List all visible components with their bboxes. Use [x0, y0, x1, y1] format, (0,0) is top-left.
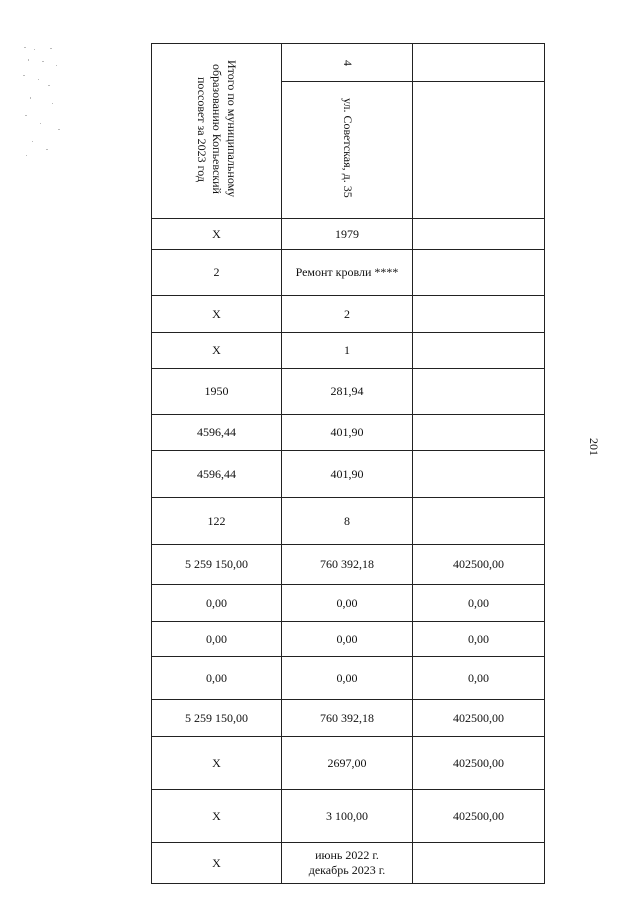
- table-cell: [413, 219, 545, 250]
- table-row: [152, 545, 545, 585]
- table-row: [152, 415, 545, 451]
- table-cell: Х: [152, 843, 282, 884]
- table-cell: 1979: [282, 219, 413, 250]
- table-row: [152, 296, 545, 333]
- header-total-label: Итого по муниципальному образованию Копьевский поссовет за 2023 год: [195, 60, 239, 198]
- header-address: ул. Советская, д. 35: [340, 98, 355, 198]
- table-cell: [413, 333, 545, 369]
- table-cell: [413, 250, 545, 296]
- table-cell: 2: [152, 250, 282, 296]
- table-cell: Х: [152, 296, 282, 333]
- table-cell: 122: [152, 498, 282, 545]
- scan-artifact: [20, 45, 65, 160]
- date-range: июнь 2022 г. декабрь 2023 г.: [308, 848, 386, 877]
- table-row: [152, 622, 545, 657]
- table-row: [152, 451, 545, 498]
- table-cell: 760 392,18: [282, 545, 413, 585]
- table-cell: Х: [152, 219, 282, 250]
- table-cell: Х: [152, 333, 282, 369]
- table-cell: 5 259 150,00: [152, 700, 282, 737]
- table-cell: Х: [152, 737, 282, 790]
- table-cell: 1950: [152, 369, 282, 415]
- table-cell: 402500,00: [413, 545, 545, 585]
- table-cell: 8: [282, 498, 413, 545]
- header-number-cell: [282, 44, 413, 82]
- table-cell: 1: [282, 333, 413, 369]
- table-cell: [413, 296, 545, 333]
- table-cell: 0,00: [152, 585, 282, 622]
- table-row: [152, 333, 545, 369]
- table-cell: 3 100,00: [282, 790, 413, 843]
- header-empty-cell: [413, 44, 545, 82]
- table-cell: [413, 498, 545, 545]
- header-number: 4: [340, 60, 355, 67]
- header-row-number: [152, 44, 545, 82]
- table-cell: 760 392,18: [282, 700, 413, 737]
- table-cell: 0,00: [282, 585, 413, 622]
- table-cell: 0,00: [152, 622, 282, 657]
- header-empty-cell-2: [413, 82, 545, 219]
- table-row: [152, 700, 545, 737]
- table-cell: [413, 843, 545, 884]
- table-cell: Ремонт кровли ****: [282, 250, 413, 296]
- table-cell: 402500,00: [413, 700, 545, 737]
- table-cell: 401,90: [282, 451, 413, 498]
- table-cell: 281,94: [282, 369, 413, 415]
- table-cell: 0,00: [413, 657, 545, 700]
- header-total-cell: [152, 44, 282, 219]
- table-row: [152, 737, 545, 790]
- table-cell: [413, 369, 545, 415]
- table-row: [152, 843, 545, 884]
- table-cell: 0,00: [152, 657, 282, 700]
- data-table: [151, 43, 545, 884]
- table-cell: [413, 451, 545, 498]
- table-row: [152, 250, 545, 296]
- table-row: [152, 790, 545, 843]
- table-cell: [282, 843, 413, 884]
- table-row: [152, 498, 545, 545]
- table-cell: 4596,44: [152, 451, 282, 498]
- table-cell: 4596,44: [152, 415, 282, 451]
- table-cell: 2697,00: [282, 737, 413, 790]
- table-cell: 402500,00: [413, 790, 545, 843]
- page-number: 201: [587, 438, 601, 456]
- table-cell: Х: [152, 790, 282, 843]
- table-cell: 0,00: [413, 622, 545, 657]
- table-cell: 0,00: [282, 657, 413, 700]
- table-row: [152, 585, 545, 622]
- table-cell: 401,90: [282, 415, 413, 451]
- table-cell: 402500,00: [413, 737, 545, 790]
- table-row: [152, 657, 545, 700]
- table-cell: 2: [282, 296, 413, 333]
- table-cell: 0,00: [413, 585, 545, 622]
- table-cell: [413, 415, 545, 451]
- table-row: [152, 369, 545, 415]
- table-cell: 0,00: [282, 622, 413, 657]
- table-cell: 5 259 150,00: [152, 545, 282, 585]
- table-row: [152, 219, 545, 250]
- header-address-cell: [282, 82, 413, 219]
